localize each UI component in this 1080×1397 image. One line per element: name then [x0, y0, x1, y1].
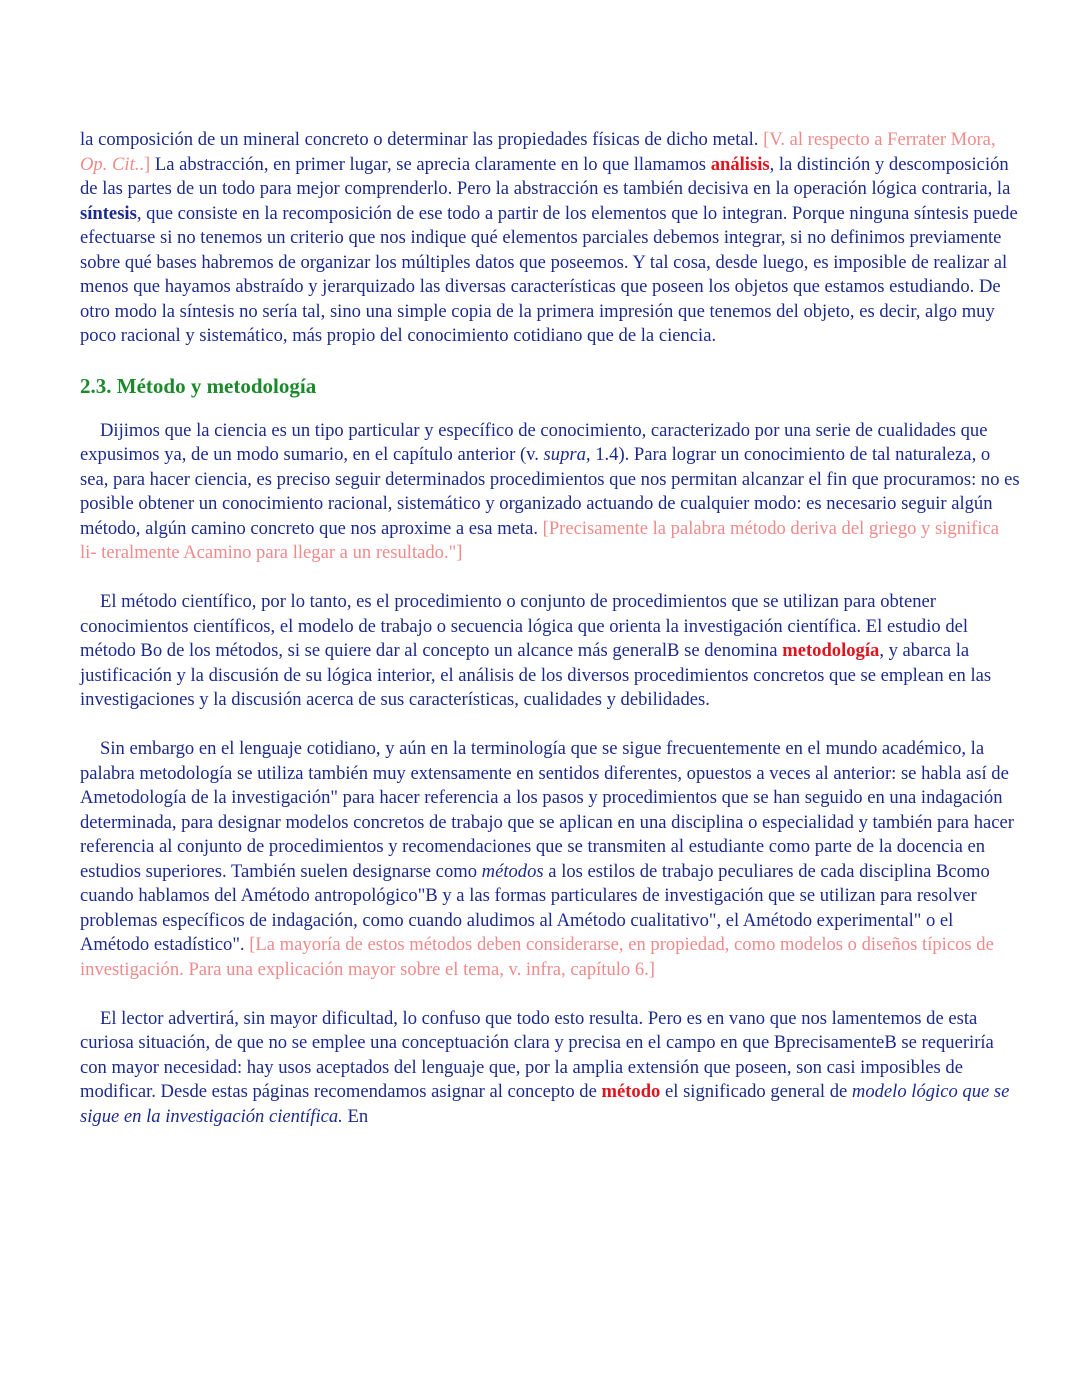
- text-run: 1.4). Para lograr un conocimiento de tal naturaleza, o sea, para hacer ciencia, es preciso seguir determinados procedimientos que nos permitan alcanzar el fin que procuramos: no es posible obtener un conocimiento racional, sistemático y organizado actuando de cualquier modo: es necesario seguir algún método, algún camino concreto que nos aproxime a esa meta.: [80, 444, 1020, 539]
- text-run: , la distinción y descomposición de las partes de un todo para mejor comprenderlo. Pero la abstracción es también decisiva en la operación lógica contraria, la: [80, 153, 1011, 199]
- note-text: [V. al respecto a Ferrater Mora,: [763, 129, 996, 150]
- paragraph-metodo-cientifico: [80, 590, 1020, 713]
- paragraph-lector: [80, 1007, 1020, 1130]
- text-run: la composición de un mineral concreto o determinar las propiedades físicas de dicho metal.: [80, 129, 764, 150]
- paragraph-abstraction: [80, 128, 1020, 349]
- text-run: El lector advertirá, sin mayor dificultad, lo confuso que todo esto resulta. Pero es en vano que nos lamentemos de esta curiosa situación, de que no se emplee una conceptuación clara y precisa en el campo en que BprecisamenteB se requeriría con mayor necesidad: hay usos aceptados del lenguaje que, por la amplia extensión que poseen, son casi imposibles de modificar. Desde estas páginas recomendamos asignar al concepto de: [80, 1007, 994, 1102]
- text-run: el significado general de: [660, 1081, 852, 1102]
- keyword-metodologia: metodología: [782, 640, 880, 661]
- reference-note: [La mayoría de estos métodos deben considerarse, en propiedad, como modelos o diseños típicos de investigación. Para una explicación mayor sobre el tema, v. infra, capítulo 6.]: [80, 934, 994, 980]
- italic-text: métodos: [481, 860, 544, 882]
- paragraph-ciencia: [80, 419, 1020, 566]
- italic-text: modelo lógico que se sigue en la investigación científica.: [80, 1081, 1010, 1127]
- text-run: , y abarca la justificación y la discusión de su lógica interior, el análisis de los diversos procedimientos concretos que se emplean en las investigaciones y la discusión acerca de sus características, cualidades y debilidades.: [80, 640, 992, 710]
- note-text: .]: [139, 153, 155, 175]
- page-content: [80, 128, 1020, 1129]
- italic-text: supra,: [543, 444, 591, 465]
- keyword-sintesis: síntesis: [80, 202, 137, 224]
- text-run: , que consiste en la recomposición de ese todo a partir de los elementos que lo integran. Porque ninguna síntesis puede efectuarse si no tenemos un criterio que nos indique qué elementos parciales debemos integrar, si no definimos previamente sobre qué bases habremos de organizar los múltiples datos que poseemos. Y tal cosa, desde luego, es imposible de realizar al menos que hayamos abstraído y jerarquizado las diversas características que poseen los objetos que estamos estudiando. De otro modo la síntesis no sería tal, sino una simple copia de la primera impresión que tenemos del objeto, es decir, algo muy poco racional y sistemático, más propio del conocimiento cotidiano que de la ciencia.: [80, 202, 1018, 346]
- note-italic-text: Op. Cit.: [80, 153, 140, 175]
- text-run: La abstracción, en primer lugar, se aprecia claramente en lo que llamamos: [154, 153, 711, 175]
- text-run: Dijimos que la ciencia es un tipo particular y específico de conocimiento, caracterizado por una serie de cualidades que expusimos ya, de un modo sumario, en el capítulo anterior (v.: [80, 419, 988, 465]
- text-run: En: [342, 1105, 369, 1127]
- reference-note: [Precisamente la palabra método deriva del griego y significa li- teralmente Acamino para llegar a un resultado."]: [80, 517, 1000, 563]
- text-run: a los estilos de trabajo peculiares de cada disciplina Bcomo cuando hablamos del Amétodo antropológico"B y a las formas particulares de investigación que se utilizan para resolver problemas específicos de indagación, como cuando aludimos al Amétodo cualitativo", el Amétodo experimental" o el Amétodo estadístico".: [80, 860, 990, 955]
- paragraph-lenguaje-cotidiano: [80, 737, 1020, 982]
- text-run: Sin embargo en el lenguaje cotidiano, y aún en la terminología que se sigue frecuentemente en el mundo académico, la palabra metodología se utiliza también muy extensamente en sentidos diferentes, opuestos a veces al anterior: se habla así de Ametodología de la investigación" para hacer referencia a los pasos y procedimientos que se han seguido en una indagación determinada, para designar modelos concretos de trabajo que se aplican en una disciplina o especialidad y también para hacer referencia al conjunto de procedimientos y recomendaciones que se transmiten al estudiante como parte de la docencia en estudios superiores. También suelen designarse como: [80, 738, 1014, 882]
- section-heading: 2.3. Método y metodología: [80, 373, 317, 398]
- keyword-analisis: análisis: [710, 153, 770, 175]
- text-run: El método científico, por lo tanto, es el procedimiento o conjunto de procedimientos que se utilizan para obtener conocimientos científicos, el modelo de trabajo o secuencia lógica que orienta la investigación científica. El estudio del método Bo de los métodos, si se quiere dar al concepto un alcance más generalB se denomina: [80, 591, 969, 661]
- keyword-metodo: método: [601, 1081, 661, 1102]
